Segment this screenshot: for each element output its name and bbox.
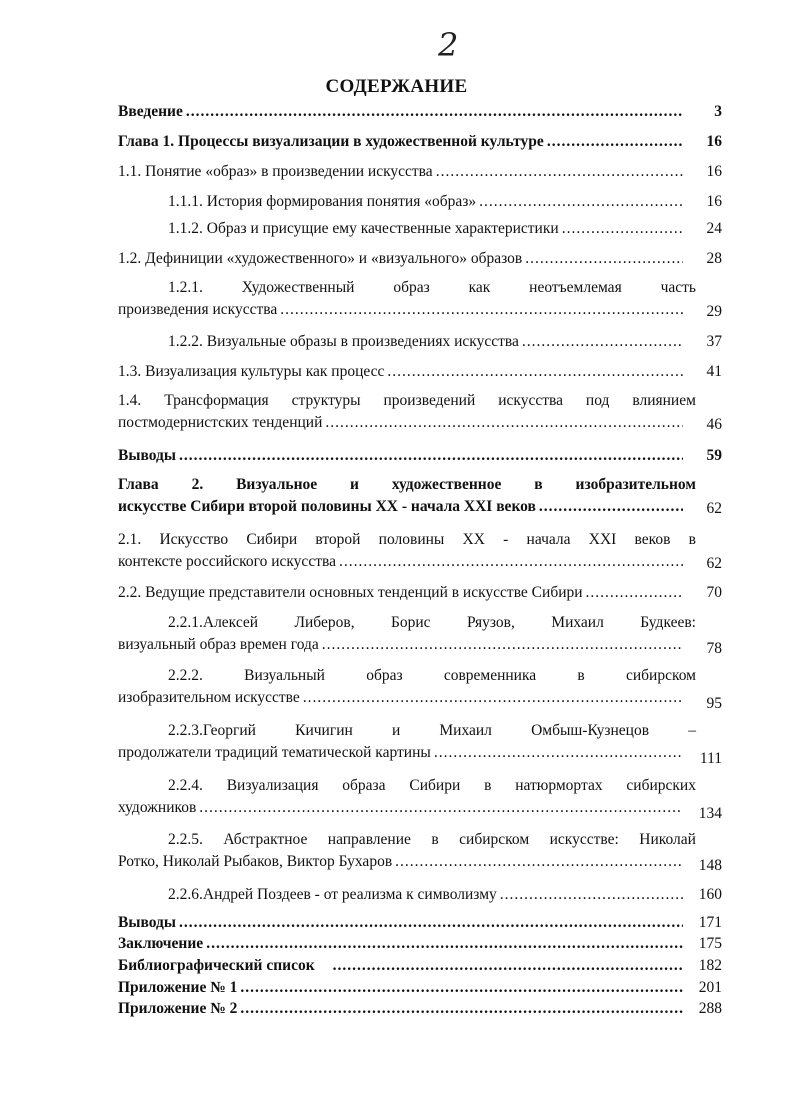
toc-entry-2-1: 2.1. Искусство Сибири второй половины XX - начала XXI веков в контексте российского искусства ..... 62 [118,531,686,571]
toc-entry-1-3: 1.3. Визуализация культуры как процесс ..... 41 [118,363,686,381]
toc-entry-appendix-2: Приложение № 2 ..... 288 [118,1000,686,1018]
toc-entry-2-2: 2.2. Ведущие представители основных тенденций в искусстве Сибири ..... 70 [118,584,686,602]
page-title: СОДЕРЖАНИЕ [325,76,468,97]
toc-entry-2-2-6: 2.2.6.Андрей Поздеев - от реализма к символизму ..... 160 [168,886,686,904]
toc-entry-conclusions-1: Выводы ..... 59 [118,447,686,465]
toc-entry-1-1: 1.1. Понятие «образ» в произведении искусства ..... 16 [118,163,686,181]
toc-entry-1-2-2: 1.2.2. Визуальные образы в произведениях искусства ..... 37 [168,333,686,351]
toc-entry-2-2-5: 2.2.5. Абстрактное направление в сибирском искусстве: Николай Ротко, Николай Рыбаков, Виктор Бухаров ..... 148 [118,831,686,871]
toc-entry-appendix-1: Приложение № 1 ..... 201 [118,979,686,997]
toc-entry-chapter-1: Глава 1. Процессы визуализации в художественной культуре ..... 16 [118,133,686,151]
toc-entry-2-2-2: 2.2.2. Визуальный образ современника в сибирском изобразительном искусстве ..... 95 [118,667,686,707]
toc-entry-1-4: 1.4. Трансформация структуры произведений искусства под влиянием постмодернистских тенденций ..... 46 [118,392,686,432]
handwritten-page-number: 2 [438,26,459,64]
toc-entry-conclusion: Заключение ..... 175 [118,935,686,953]
toc-entry-1-2-1: 1.2.1. Художественный образ как неотъемлемая часть произведения искусства ..... 29 [118,279,686,319]
toc-entry-1-1-1: 1.1.1. История формирования понятия «образ» ..... 16 [168,193,686,211]
toc-entry-chapter-2: Глава 2. Визуальное и художественное в изобразительном искусстве Сибири второй половины XX - начала XXI веков ..... 62 [118,476,686,516]
toc-entry-1-1-2: 1.1.2. Образ и присущие ему качественные характеристики ..... 24 [168,220,686,238]
toc-entry-intro: Введение ..... 3 [118,103,686,121]
toc-entry-2-2-3: 2.2.3.Георгий Кичигин и Михаил Омбыш-Кузнецов – продолжатели традиций тематической картины ..... 111 [118,722,686,762]
toc-entry-bibliography: Библиографический список ..... 182 [118,957,686,975]
toc-entry-conclusions-2: Выводы ..... 171 [118,914,686,932]
toc-entry-2-2-4: 2.2.4. Визуализация образа Сибири в натюрмортах сибирских художников ..... 134 [118,777,686,817]
toc-entry-1-2: 1.2. Дефиниции «художественного» и «визуального» образов ..... 28 [118,250,686,268]
toc-entry-2-2-1: 2.2.1.Алексей Либеров, Борис Ряузов, Михаил Будкеев: визуальный образ времен года ..... 78 [118,614,686,654]
